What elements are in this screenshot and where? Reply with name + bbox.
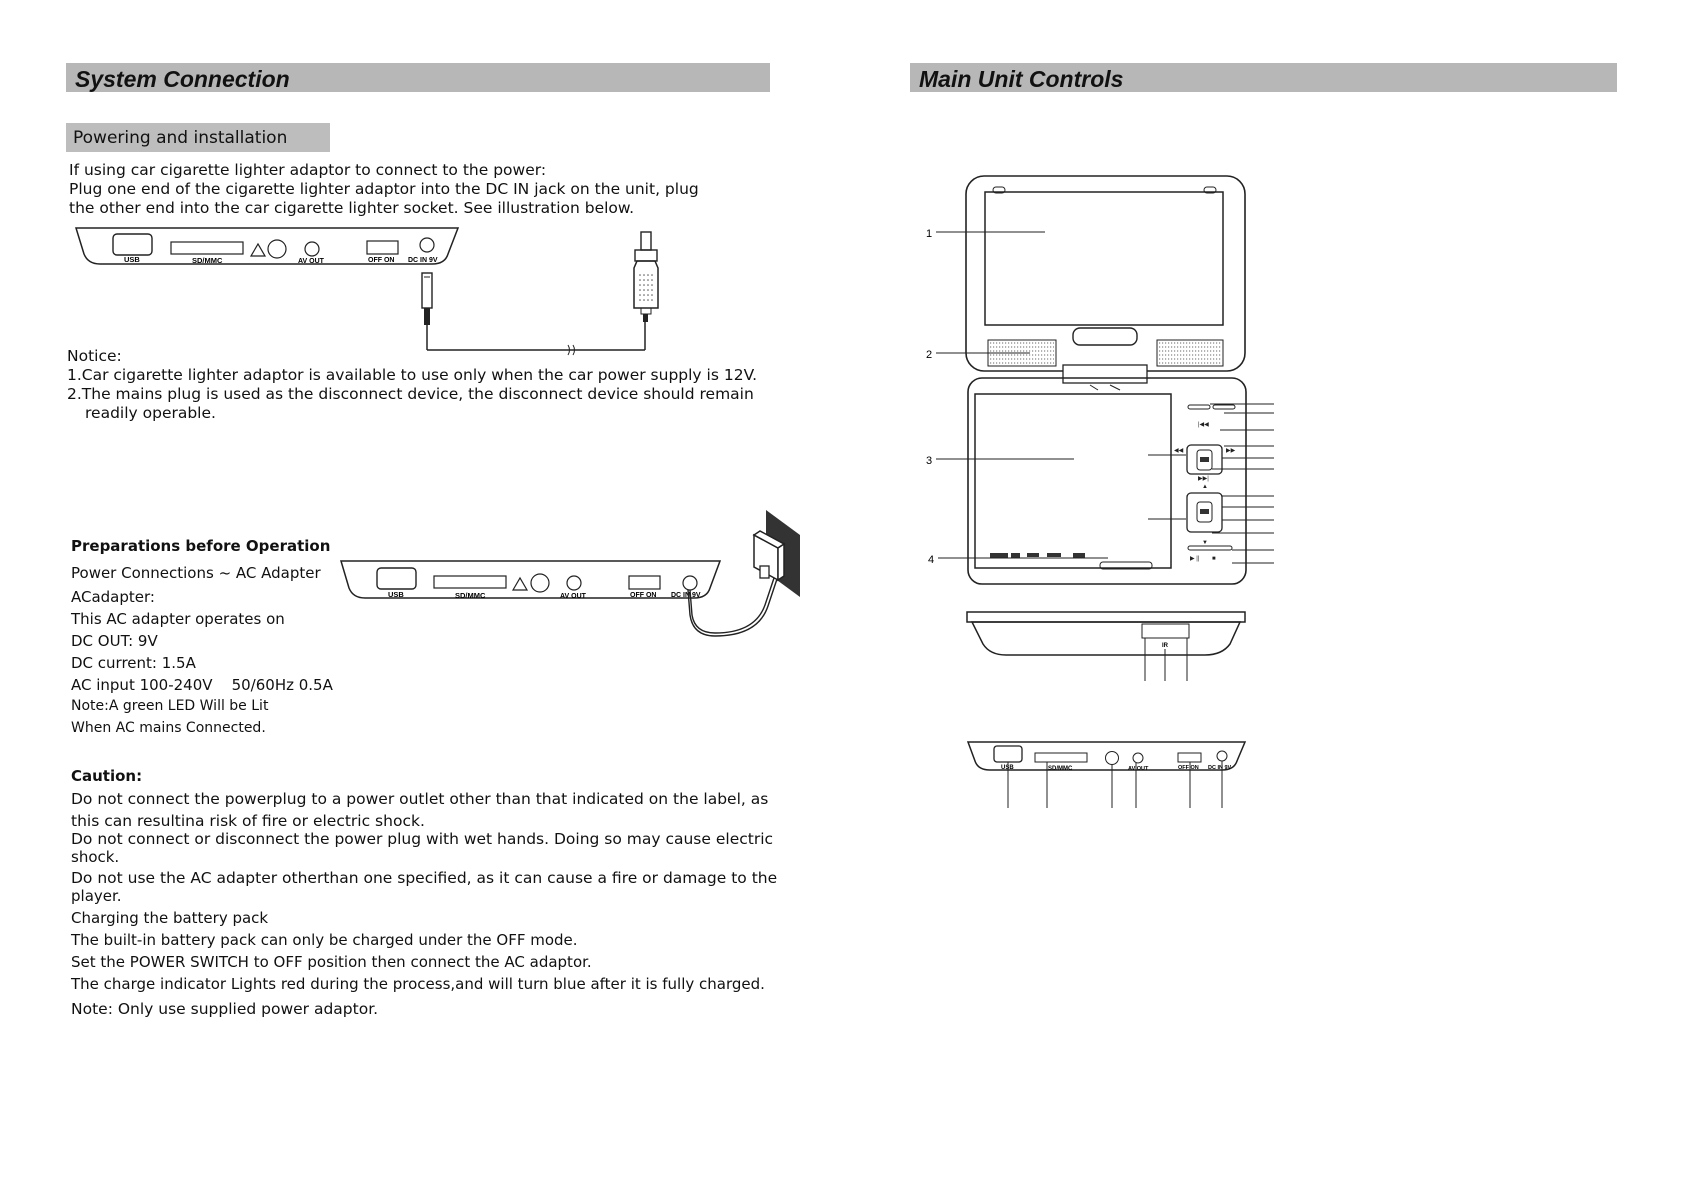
ir-label: IR — [1162, 643, 1168, 649]
prep-line: When AC mains Connected. — [71, 720, 266, 736]
section-title: Main Unit Controls — [919, 66, 1124, 92]
caution-line: Charging the battery pack — [71, 909, 269, 927]
panel-label-off: OFF ON — [630, 592, 657, 599]
section-title: System Connection — [75, 66, 290, 92]
panel-label-sd: SD/MMC — [455, 591, 486, 600]
svg-text:◀◀: ◀◀ — [1174, 448, 1184, 454]
bottom-label-dc: DC IN 9V — [1208, 765, 1232, 771]
svg-text:▶ ||: ▶ || — [1190, 556, 1200, 562]
caution-line: Do not use the AC adapter otherthan one specified, as it can cause a fire or damage to the — [71, 869, 778, 887]
notice-line: 1.Car cigarette lighter adaptor is available to use only when the car power supply is 12V. — [67, 366, 758, 384]
svg-text:▲: ▲ — [1202, 484, 1208, 490]
panel-label-dc: DC IN 9V — [671, 592, 701, 599]
prep-line: Note:A green LED Will be Lit — [71, 698, 269, 714]
panel-label-sd: SD/MMC — [192, 256, 223, 265]
intro-line: Plug one end of the cigarette lighter adaptor into the DC IN jack on the unit, plug — [69, 180, 699, 198]
callout-2: 2 — [926, 349, 933, 361]
svg-text:■: ■ — [1212, 556, 1216, 562]
caution-line: Note: Only use supplied power adaptor. — [71, 1000, 379, 1018]
panel-label-av: AV OUT — [298, 258, 324, 265]
prep-title: Preparations before Operation — [71, 537, 331, 555]
callout-1: 1 — [926, 228, 933, 240]
caution-title: Caution: — [71, 767, 143, 785]
callout-3: 3 — [926, 455, 933, 467]
caution-line: player. — [71, 887, 122, 905]
panel-label-usb: USB — [388, 590, 404, 599]
svg-text:|◀◀: |◀◀ — [1198, 422, 1209, 428]
panel-label-off: OFF ON — [368, 257, 395, 264]
prep-line: ACadapter: — [71, 588, 155, 606]
panel-label-dc: DC IN 9V — [408, 257, 438, 264]
bottom-label-usb: USB — [1001, 765, 1014, 771]
prep-line: DC OUT: 9V — [71, 632, 158, 650]
bottom-label-sd: SD/MMC — [1048, 766, 1073, 772]
svg-text:▶▶: ▶▶ — [1226, 448, 1236, 454]
panel-label-av: AV OUT — [560, 593, 586, 600]
notice-title: Notice: — [67, 347, 122, 365]
prep-line: This AC adapter operates on — [71, 610, 285, 628]
prep-line: AC input 100-240V 50/60Hz 0.5A — [71, 676, 333, 694]
intro-line: If using car cigarette lighter adaptor to connect to the power: — [69, 161, 547, 179]
caution-line: Do not connect or disconnect the power plug with wet hands. Doing so may cause electric — [71, 830, 774, 848]
caution-line: The charge indicator Lights red during the process,and will turn blue after it is fully charged. — [71, 975, 765, 993]
intro-line: the other end into the car cigarette lighter socket. See illustration below. — [69, 199, 635, 217]
svg-text:▼: ▼ — [1202, 540, 1208, 546]
caution-line: Set the POWER SWITCH to OFF position then connect the AC adaptor. — [71, 953, 592, 971]
svg-text:▶▶|: ▶▶| — [1198, 476, 1209, 482]
notice-line: 2.The mains plug is used as the disconnect device, the disconnect device should remain — [67, 385, 754, 403]
caution-line: shock. — [71, 848, 120, 866]
prep-line: DC current: 1.5A — [71, 654, 196, 672]
caution-line: The built-in battery pack can only be charged under the OFF mode. — [71, 931, 578, 949]
prep-line: Power Connections ~ AC Adapter — [71, 564, 321, 582]
caution-line: this can resultina risk of fire or electric shock. — [71, 812, 425, 830]
bottom-label-off: OFF ON — [1178, 765, 1199, 771]
panel-label-usb: USB — [124, 255, 140, 264]
caution-line: Do not connect the powerplug to a power outlet other than that indicated on the label, as — [71, 790, 769, 808]
subsection-title: Powering and installation — [73, 128, 288, 148]
bottom-label-av: AV OUT — [1128, 766, 1149, 772]
notice-line: readily operable. — [85, 404, 216, 422]
callout-4: 4 — [928, 554, 935, 566]
